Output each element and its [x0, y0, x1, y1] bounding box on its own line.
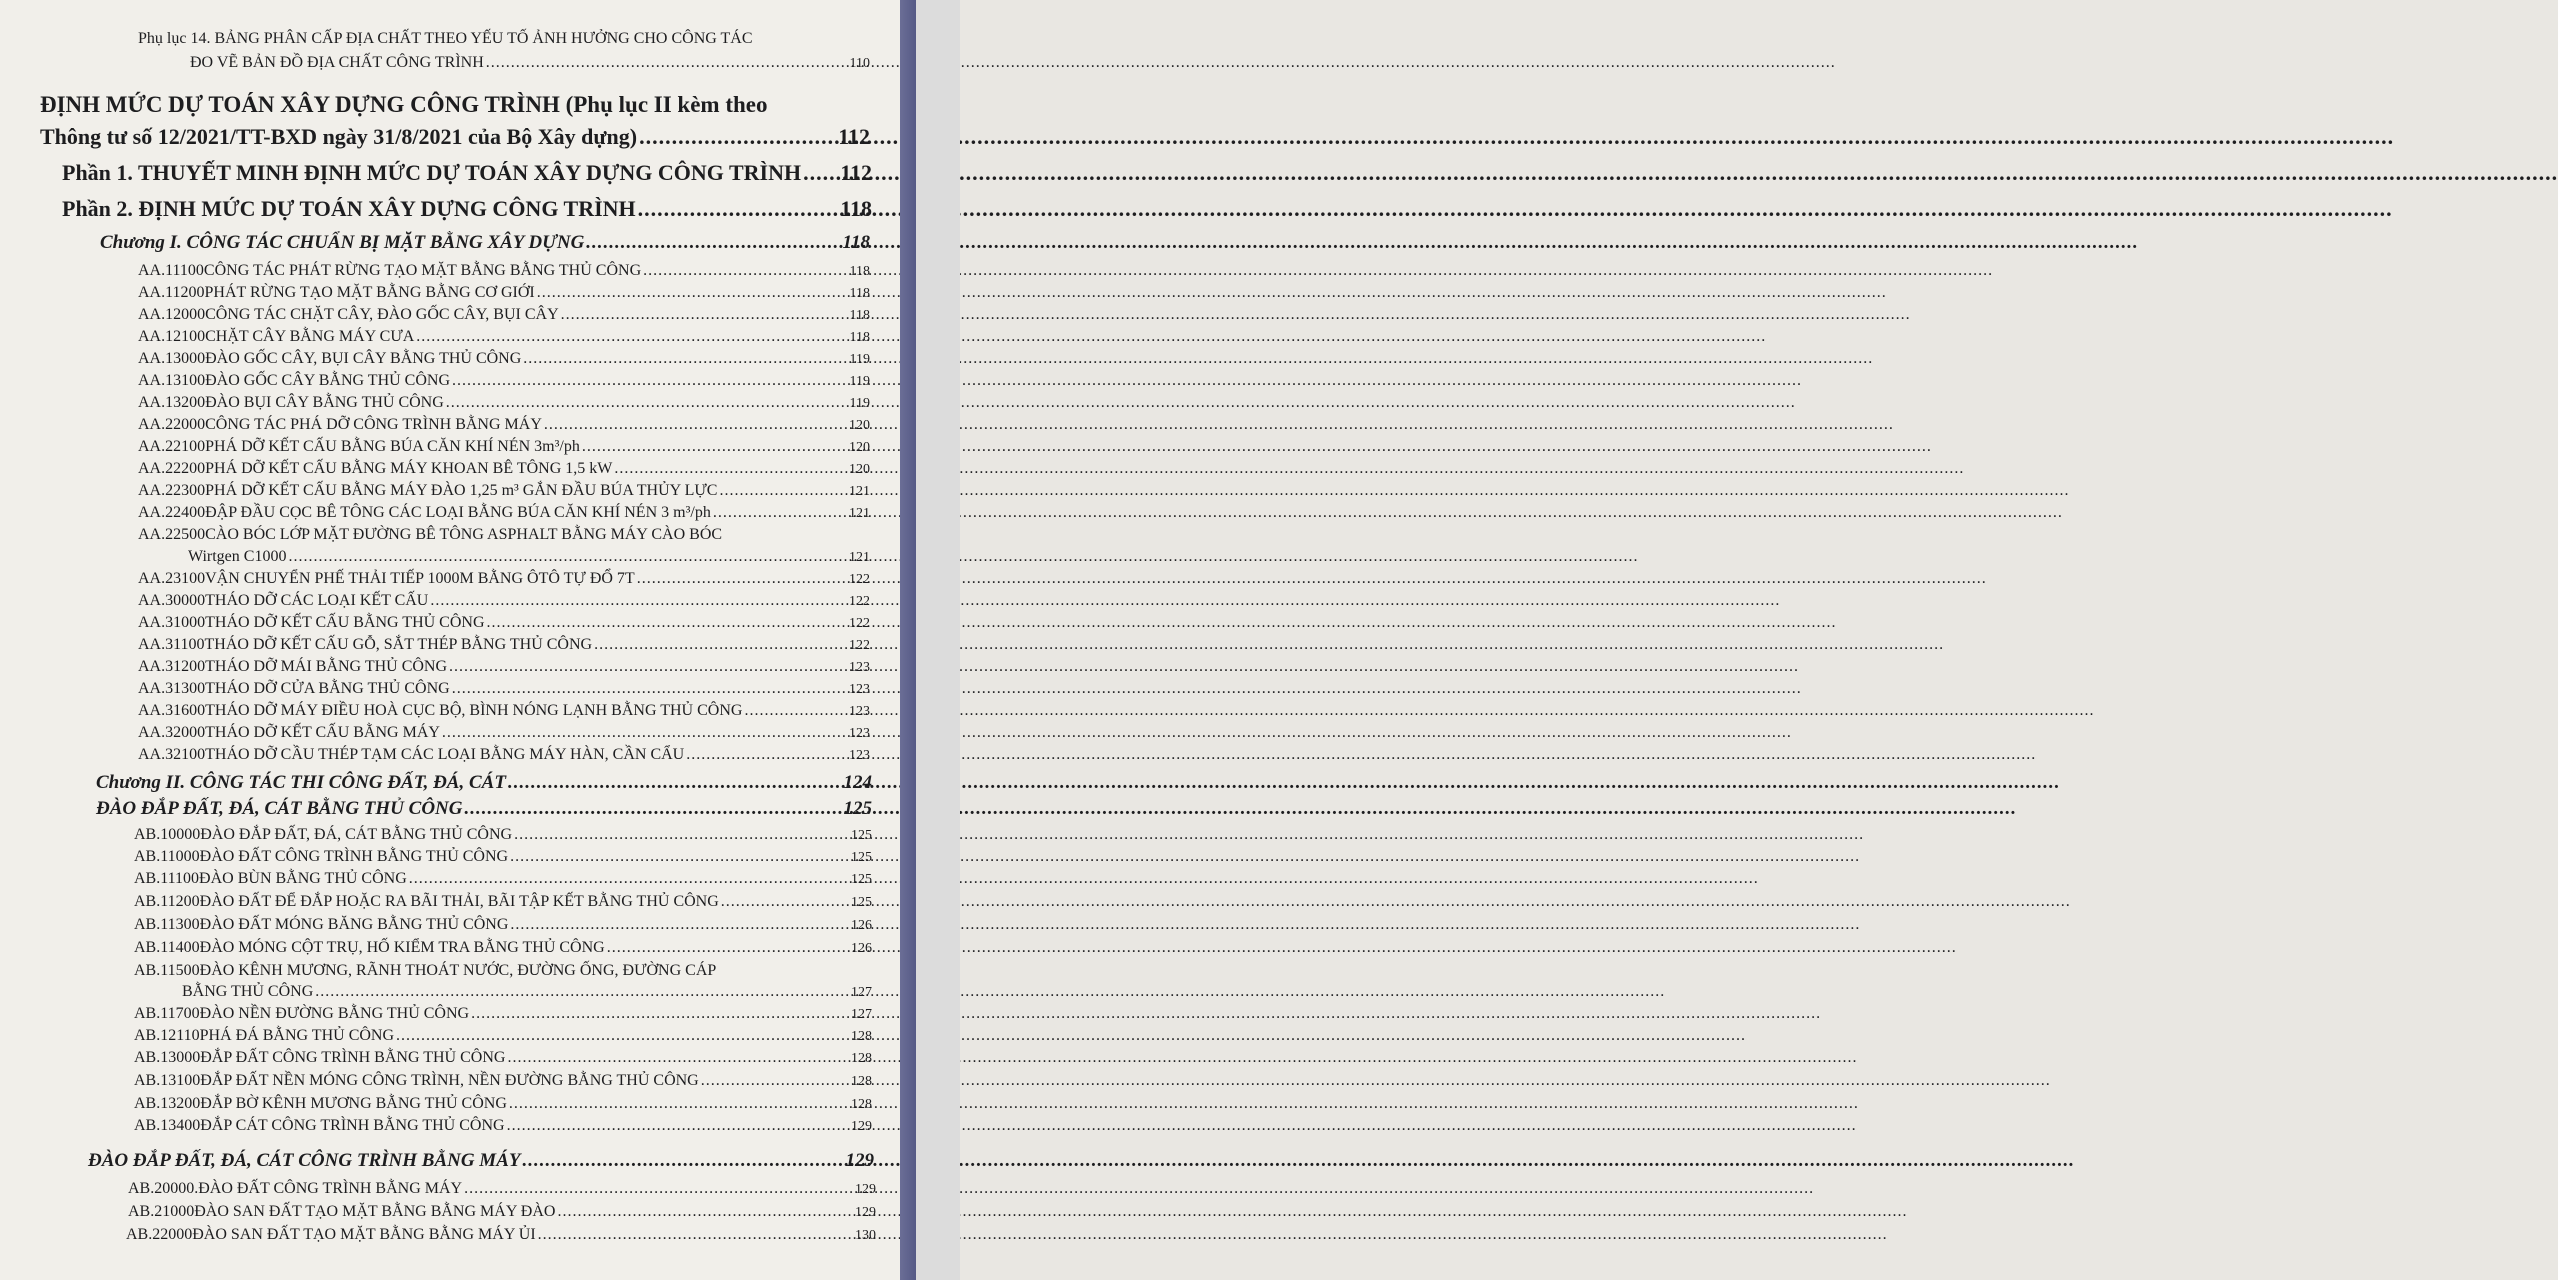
- page-number: 110: [849, 56, 870, 71]
- item-title-continuation: BẰNG THỦ CÔNG: [182, 983, 314, 1000]
- item-code: AA.22000: [138, 416, 206, 433]
- dot-leader: [557, 1203, 853, 1221]
- page-number: 125: [843, 798, 872, 819]
- item-title: ĐÀO ĐẤT CÔNG TRÌNH BẰNG MÁY: [198, 1180, 463, 1197]
- item-code: AB.10000: [134, 826, 201, 843]
- page-number: 122: [849, 594, 870, 609]
- page-number: 126: [851, 918, 872, 933]
- item-title: ĐÀO MÓNG CỘT TRỤ, HỐ KIỂM TRA BẰNG THỦ CÔNG: [199, 939, 605, 956]
- page-number: 118: [849, 330, 870, 345]
- page-number: 125: [851, 850, 872, 865]
- item-title: PHÁ DỠ KẾT CẤU BẰNG BÚA CĂN KHÍ NÉN 3m³/ph: [205, 438, 580, 455]
- item-title: ĐÀO SAN ĐẤT TẠO MẶT BẰNG BẰNG MÁY ỦI: [192, 1226, 536, 1243]
- toc-item-wrapped[interactable]: [138, 526, 722, 544]
- item-title: CÔNG TÁC PHÁT RỪNG TẠO MẶT BẰNG BẰNG THỦ CÔNG: [203, 262, 642, 279]
- item-title: ĐÀO KÊNH MƯƠNG, RÃNH THOÁT NƯỚC, ĐƯỜNG ỐNG, ĐƯỜNG CÁP: [199, 962, 717, 979]
- dot-leader: [508, 772, 842, 794]
- toc-item[interactable]: [138, 438, 870, 456]
- dot-leader: [582, 438, 847, 456]
- toc-item[interactable]: [128, 1203, 876, 1221]
- item-title: PHÁ DỠ KẾT CẤU BẰNG MÁY ĐÀO 1,25 m³ GẮN ĐẦU BÚA THỦY LỰC: [205, 482, 718, 499]
- part-1-entry[interactable]: [62, 160, 872, 186]
- item-title: THÁO DỠ CẦU THÉP TẠM CÁC LOẠI BẰNG MÁY HÀN, CẦN CẨU: [205, 746, 685, 763]
- dot-leader: [643, 262, 847, 280]
- item-title: THÁO DỠ KẾT CẤU GỖ, SẮT THÉP BẰNG THỦ CÔNG: [204, 636, 593, 653]
- page-number: 120: [849, 418, 870, 433]
- main-section-title-line2: Thông tư số 12/2021/TT-BXD ngày 31/8/2021 của Bộ Xây dựng): [40, 124, 638, 149]
- dot-leader: [686, 746, 847, 764]
- item-code: AA.22500: [138, 526, 206, 543]
- page-number: 122: [849, 616, 870, 631]
- page-number: 125: [851, 895, 872, 910]
- toc-item[interactable]: [138, 724, 870, 742]
- item-code: AB.11200: [134, 893, 200, 910]
- toc-item[interactable]: [134, 1027, 872, 1045]
- item-code: AB.11400: [134, 939, 200, 956]
- page-number: 124: [843, 772, 872, 793]
- page-number: 112: [840, 160, 872, 185]
- toc-item[interactable]: [126, 1226, 876, 1244]
- item-code: AA.30000: [138, 592, 206, 609]
- dot-leader: [713, 504, 847, 522]
- toc-item[interactable]: [138, 702, 870, 720]
- page-number: 123: [849, 682, 870, 697]
- toc-item[interactable]: [138, 350, 870, 368]
- item-code: AA.32100: [138, 746, 206, 763]
- item-code: AB.13000: [134, 1049, 201, 1066]
- page-number: 128: [851, 1051, 872, 1066]
- page-number: 118: [849, 264, 870, 279]
- dot-leader: [396, 1027, 849, 1045]
- page-number: 118: [842, 232, 870, 253]
- dot-leader: [315, 983, 849, 1001]
- item-code: AB.11000: [134, 848, 200, 865]
- main-section-entry[interactable]: [40, 124, 870, 150]
- toc-item[interactable]: [134, 826, 872, 844]
- dot-leader: [523, 350, 847, 368]
- page-number: 123: [849, 704, 870, 719]
- item-title: PHÁ ĐÁ BẰNG THỦ CÔNG: [199, 1027, 395, 1044]
- dot-leader: [416, 328, 847, 346]
- item-title: CHẶT CÂY BẰNG MÁY CƯA: [205, 328, 415, 345]
- dot-leader: [446, 394, 848, 412]
- item-title: ĐÀO NỀN ĐƯỜNG BẰNG THỦ CÔNG: [199, 1005, 470, 1022]
- appendix-14-title-line1: Phụ lục 14. BẢNG PHÂN CẤP ĐỊA CHẤT THEO YẾU TỐ ẢNH HƯỞNG CHO CÔNG TÁC: [138, 30, 753, 47]
- item-code: AA.13000: [138, 350, 206, 367]
- item-title: ĐẬP ĐẦU CỌC BÊ TÔNG CÁC LOẠI BẰNG BÚA CĂN KHÍ NÉN 3 m³/ph: [205, 504, 711, 521]
- page-number: 123: [849, 660, 870, 675]
- item-code: AB.21000: [128, 1203, 195, 1220]
- toc-item[interactable]: [128, 1180, 876, 1198]
- item-title: VẬN CHUYỂN PHẾ THẢI TIẾP 1000M BẰNG ÔTÔ TỰ ĐỔ 7T: [205, 570, 635, 587]
- dot-leader: [449, 658, 847, 676]
- page-number: 121: [849, 484, 870, 499]
- toc-item[interactable]: [138, 592, 870, 610]
- toc-item[interactable]: [134, 1117, 872, 1135]
- toc-item[interactable]: [134, 1049, 872, 1067]
- toc-item[interactable]: [134, 1095, 872, 1113]
- toc-item-wrapped[interactable]: [134, 962, 716, 980]
- underlying-page: [916, 0, 960, 1280]
- toc-item[interactable]: [134, 916, 872, 934]
- item-code: AA.13100: [138, 372, 206, 389]
- toc-item[interactable]: [138, 306, 870, 324]
- page-number: 120: [849, 462, 870, 477]
- item-code: AA.31300: [138, 680, 206, 697]
- item-title: ĐÀO ĐẤT CÔNG TRÌNH BẰNG THỦ CÔNG: [199, 848, 509, 865]
- item-title: ĐÀO GỐC CÂY, BỤI CÂY BẰNG THỦ CÔNG: [205, 350, 522, 367]
- page-number: 126: [851, 941, 872, 956]
- item-title: ĐÀO ĐẤT MÓNG BĂNG BẰNG THỦ CÔNG: [199, 916, 509, 933]
- item-code: AB.11300: [134, 916, 200, 933]
- page-number: 123: [849, 748, 870, 763]
- item-title: ĐÀO ĐẤT ĐỂ ĐẮP HOẶC RA BÃI THẢI, BÃI TẬP KẾT BẰNG THỦ CÔNG: [199, 893, 719, 910]
- item-code: AB.11700: [134, 1005, 200, 1022]
- item-code: AB.11500: [134, 962, 200, 979]
- item-title: ĐÀO GỐC CÂY BẰNG THỦ CÔNG: [205, 372, 451, 389]
- item-title: ĐÀO BÙN BẰNG THỦ CÔNG: [199, 870, 407, 887]
- item-title: CÔNG TÁC PHÁ DỠ CÔNG TRÌNH BẰNG MÁY: [205, 416, 542, 433]
- dot-leader: [510, 916, 849, 934]
- dot-leader: [638, 196, 839, 222]
- item-title: PHÁT RỪNG TẠO MẶT BẰNG BẰNG CƠ GIỚI: [204, 284, 535, 301]
- item-code: AB.22000: [126, 1226, 193, 1243]
- item-code: AB.11100: [134, 870, 200, 887]
- page-number: 122: [849, 638, 870, 653]
- toc-item[interactable]: [138, 284, 870, 302]
- book-page: [0, 0, 900, 1280]
- dot-leader: [561, 306, 848, 324]
- part-1-title: Phần 1. THUYẾT MINH ĐỊNH MỨC DỰ TOÁN XÂY DỰNG CÔNG TRÌNH: [62, 160, 802, 185]
- page-number: 122: [849, 572, 870, 587]
- chapter-1-title: Chương I. CÔNG TÁC CHUẨN BỊ MẶT BẰNG XÂY DỰNG: [100, 232, 585, 253]
- toc-item[interactable]: [138, 416, 870, 434]
- dot-leader: [639, 124, 836, 150]
- item-title: THÁO DỠ MÁY ĐIỀU HOÀ CỤC BỘ, BÌNH NÓNG LẠNH BẰNG THỦ CÔNG: [205, 702, 743, 719]
- page-number: 128: [851, 1029, 872, 1044]
- chapter-2-title: Chương II. CÔNG TÁC THI CÔNG ĐẤT, ĐÁ, CÁT: [96, 772, 506, 793]
- dot-leader: [452, 372, 848, 390]
- page-number: 118: [840, 196, 872, 221]
- appendix-14-title-line2: ĐO VẼ BẢN ĐỒ ĐỊA CHẤT CÔNG TRÌNH: [190, 54, 484, 71]
- page-number: 121: [849, 506, 870, 521]
- toc-item-continuation[interactable]: [182, 983, 872, 1001]
- toc-item[interactable]: [138, 746, 870, 764]
- dot-leader: [487, 614, 847, 632]
- book-cover-edge: [900, 0, 916, 1280]
- item-code: AA.11100: [138, 262, 204, 279]
- item-code: AA.31100: [138, 636, 205, 653]
- toc-item[interactable]: [138, 570, 870, 588]
- item-title: THÁO DỠ CÁC LOẠI KẾT CẤU: [205, 592, 429, 609]
- item-code: AB.13400: [134, 1117, 201, 1134]
- item-code: AB.13100: [134, 1072, 201, 1089]
- dot-leader: [594, 636, 847, 654]
- item-title: ĐẮP ĐẤT CÔNG TRÌNH BẰNG THỦ CÔNG: [200, 1049, 506, 1066]
- dot-leader: [522, 1150, 843, 1172]
- item-title: ĐẮP BỜ KÊNH MƯƠNG BẰNG THỦ CÔNG: [200, 1095, 507, 1112]
- item-title: ĐÀO ĐẮP ĐẤT, ĐÁ, CÁT BẰNG THỦ CÔNG: [200, 826, 513, 843]
- item-title: ĐÀO SAN ĐẤT TẠO MẶT BẰNG BẰNG MÁY ĐÀO: [194, 1203, 556, 1220]
- dot-leader: [803, 160, 838, 186]
- toc-item[interactable]: [138, 460, 870, 478]
- group-machine-entry[interactable]: [88, 1150, 874, 1172]
- page-number: 129: [845, 1150, 874, 1171]
- toc-item[interactable]: [138, 328, 870, 346]
- dot-leader: [538, 1226, 853, 1244]
- dot-leader: [464, 1180, 853, 1198]
- dot-leader: [507, 1049, 849, 1067]
- item-title: CÀO BÓC LỚP MẶT ĐƯỜNG BÊ TÔNG ASPHALT BẰNG MÁY CÀO BÓC: [205, 526, 723, 543]
- item-code: AA.22100: [138, 438, 206, 455]
- item-title: ĐÀO BỤI CÂY BẰNG THỦ CÔNG: [205, 394, 444, 411]
- dot-leader: [544, 416, 847, 434]
- dot-leader: [288, 548, 847, 566]
- page-number: 118: [849, 286, 870, 301]
- main-section-title-line1: ĐỊNH MỨC DỰ TOÁN XÂY DỰNG CÔNG TRÌNH (Phụ lục II kèm theo: [40, 92, 768, 117]
- item-code: AA.23100: [138, 570, 206, 587]
- dot-leader: [430, 592, 847, 610]
- item-code: AA.11200: [138, 284, 205, 301]
- item-code: AA.32000: [138, 724, 206, 741]
- item-code: AA.31000: [138, 614, 206, 631]
- toc-item[interactable]: [134, 893, 872, 911]
- dot-leader: [409, 870, 849, 888]
- dot-leader: [514, 826, 849, 844]
- page-number: 119: [849, 352, 870, 367]
- toc-item[interactable]: [134, 870, 872, 888]
- page-number: 119: [849, 396, 870, 411]
- dot-leader: [452, 680, 847, 698]
- toc-item[interactable]: [134, 1072, 872, 1090]
- page-number: 120: [849, 440, 870, 455]
- toc-item[interactable]: [138, 504, 870, 522]
- item-title: CÔNG TÁC CHẶT CÂY, ĐÀO GỐC CÂY, BỤI CÂY: [205, 306, 559, 323]
- group-manual-entry[interactable]: [96, 798, 872, 820]
- item-code: AA.31600: [138, 702, 206, 719]
- item-title: ĐẮP CÁT CÔNG TRÌNH BẰNG THỦ CÔNG: [200, 1117, 505, 1134]
- toc-item[interactable]: [138, 614, 870, 632]
- toc-item[interactable]: [138, 680, 870, 698]
- page-number: 128: [851, 1097, 872, 1112]
- page-number: 123: [849, 726, 870, 741]
- dot-leader: [637, 570, 847, 588]
- group-machine-title: ĐÀO ĐẮP ĐẤT, ĐÁ, CÁT CÔNG TRÌNH BẰNG MÁY: [88, 1150, 521, 1171]
- dot-leader: [586, 232, 840, 254]
- item-title: THÁO DỠ KẾT CẤU BẰNG MÁY: [205, 724, 440, 741]
- dot-leader: [614, 460, 847, 478]
- group-manual-title: ĐÀO ĐẮP ĐẤT, ĐÁ, CÁT BẰNG THỦ CÔNG: [96, 798, 463, 819]
- toc-item[interactable]: [138, 658, 870, 676]
- chapter-2-entry[interactable]: [96, 772, 872, 794]
- page-number: 119: [849, 374, 870, 389]
- item-title-continuation: Wirtgen C1000: [188, 548, 287, 565]
- part-2-title: Phần 2. ĐỊNH MỨC DỰ TOÁN XÂY DỰNG CÔNG TRÌNH: [62, 196, 636, 221]
- item-code: AA.22300: [138, 482, 206, 499]
- dot-leader: [486, 54, 848, 72]
- part-2-entry[interactable]: [62, 196, 872, 222]
- chapter-1-entry[interactable]: [100, 232, 870, 254]
- dot-leader: [721, 893, 849, 911]
- page-number: 128: [851, 1074, 872, 1089]
- item-code: AB.13200: [134, 1095, 201, 1112]
- item-title: THÁO DỠ MÁI BẰNG THỦ CÔNG: [205, 658, 448, 675]
- dot-leader: [509, 1095, 849, 1113]
- page-number: 130: [855, 1228, 876, 1243]
- dot-leader: [607, 939, 849, 957]
- dot-leader: [719, 482, 847, 500]
- toc-item[interactable]: [138, 372, 870, 390]
- toc-item-continuation[interactable]: [188, 548, 870, 566]
- page-number: 112: [838, 124, 870, 149]
- dot-leader: [537, 284, 848, 302]
- dot-leader: [744, 702, 847, 720]
- item-code: AA.22200: [138, 460, 206, 477]
- dot-leader: [465, 798, 842, 820]
- toc-item[interactable]: [138, 636, 870, 654]
- item-title: THÁO DỠ KẾT CẤU BẰNG THỦ CÔNG: [205, 614, 485, 631]
- page-number: 125: [851, 872, 872, 887]
- dot-leader: [471, 1005, 849, 1023]
- item-code: AA.12000: [138, 306, 206, 323]
- item-code: AA.12100: [138, 328, 206, 345]
- toc-item[interactable]: [134, 848, 872, 866]
- toc-item[interactable]: [134, 1005, 872, 1023]
- appendix-14-entry[interactable]: [190, 54, 870, 72]
- page-number: 121: [849, 550, 870, 565]
- item-code: AA.22400: [138, 504, 206, 521]
- page-number: 125: [851, 828, 872, 843]
- item-code: AA.31200: [138, 658, 206, 675]
- toc-item[interactable]: [134, 939, 872, 957]
- dot-leader: [510, 848, 849, 866]
- page-number: 129: [851, 1119, 872, 1134]
- dot-leader: [701, 1072, 849, 1090]
- item-code: AA.13200: [138, 394, 206, 411]
- page-number: 129: [855, 1182, 876, 1197]
- item-title: THÁO DỠ CỬA BẰNG THỦ CÔNG: [205, 680, 450, 697]
- item-code: AB.20000.: [128, 1180, 199, 1197]
- toc-item[interactable]: [138, 394, 870, 412]
- dot-leader: [442, 724, 847, 742]
- page-number: 127: [851, 1007, 872, 1022]
- item-code: AB.12110: [134, 1027, 200, 1044]
- item-title: ĐẮP ĐẤT NỀN MÓNG CÔNG TRÌNH, NỀN ĐƯỜNG BẰNG THỦ CÔNG: [200, 1072, 699, 1089]
- page-number: 129: [855, 1205, 876, 1220]
- toc-item[interactable]: [138, 262, 870, 280]
- toc-item[interactable]: [138, 482, 870, 500]
- item-title: PHÁ DỠ KẾT CẤU BẰNG MÁY KHOAN BÊ TÔNG 1,5 kW: [205, 460, 613, 477]
- dot-leader: [507, 1117, 849, 1135]
- page-number: 127: [851, 985, 872, 1000]
- page-number: 118: [849, 308, 870, 323]
